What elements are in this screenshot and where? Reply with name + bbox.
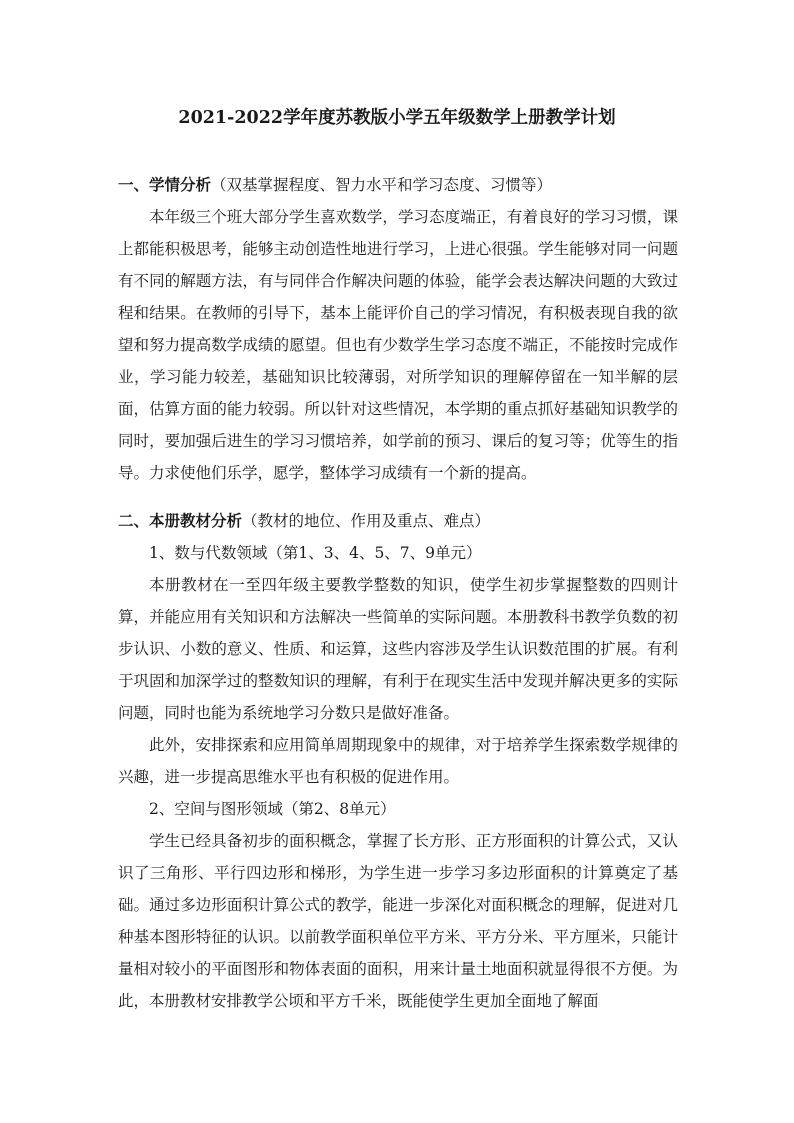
section-heading bbox=[118, 505, 678, 537]
paragraph: 学生已经具备初步的面积概念，掌握了长方形、正方形面积的计算公式，又认识了三角形、平行四边形和梯形，为学生进一步学习多边形面积的计算奠定了基础。通过多边形面积计算公式的教学，能进一步深化对面积概念的理解，促进对几种基本图形特征的认识。以前教学面积单位平方米、平方分米、平方厘米，只能计量相对较小的平面图形和物体表面的面积，用来计量土地面积就显得很不方便。为此，本册教材安排教学公顷和平方千米，既能使学生更加全面地了解面 bbox=[118, 832, 678, 1010]
section-heading-note: （教材的地位、作用及重点、难点） bbox=[242, 512, 491, 530]
section-heading-text: 一、学情分析 bbox=[118, 175, 212, 194]
section-learning-analysis bbox=[118, 169, 678, 489]
section-heading-note: （双基掌握程度、智力水平和学习态度、习惯等） bbox=[211, 176, 553, 194]
paragraph: 此外，安排探索和应用简单周期现象中的规律，对于培养学生探索数学规律的兴趣，进一步提高思维水平也有积极的促进作用。 bbox=[118, 736, 678, 786]
section-heading bbox=[118, 169, 678, 201]
subsection-heading-numbers-algebra: 1、数与代数领域（第1、3、4、5、7、9单元） bbox=[149, 544, 482, 562]
section-textbook-analysis bbox=[118, 505, 678, 1017]
section-heading-text: 二、本册教材分析 bbox=[118, 511, 243, 530]
subsection-heading-space-geometry: 2、空间与图形领域（第2、8单元） bbox=[149, 800, 396, 818]
paragraph: 本年级三个班大部分学生喜欢数学，学习态度端正，有着良好的学习习惯，课上都能积极思考，能够主动创造性地进行学习，上进心很强。学生能够对同一问题有不同的解题方法，有与同伴合作解决问题的体验，能学会表达解决问题的大致过程和结果。在教师的引导下，基本上能评价自己的学习情况，有积极表现自我的欲望和努力提高数学成绩的愿望。但也有少数学生学习态度不端正，不能按时完成作业，学习能力较差，基础知识比较薄弱，对所学知识的理解停留在一知半解的层面，估算方面的能力较弱。所以针对这些情况，本学期的重点抓好基础知识教学的同时，要加强后进生的学习习惯培养，如学前的预习、课后的复习等；优等生的指导。力求使他们乐学，愿学，整体学习成绩有一个新的提高。 bbox=[118, 208, 678, 482]
document-title: 2021-2022学年度苏教版小学五年级数学上册教学计划 bbox=[178, 108, 616, 128]
paragraph: 本册教材在一至四年级主要教学整数的知识，使学生初步掌握整数的四则计算，并能应用有关知识和方法解决一些简单的实际问题。本册教科书教学负数的初步认识、小数的意义、性质、和运算，这些内容涉及学生认识数范围的扩展。有利于巩固和加深学过的整数知识的理解，有利于在现实生活中发现并解决更多的实际问题，同时也能为系统地学习分数只是做好准备。 bbox=[118, 576, 678, 722]
